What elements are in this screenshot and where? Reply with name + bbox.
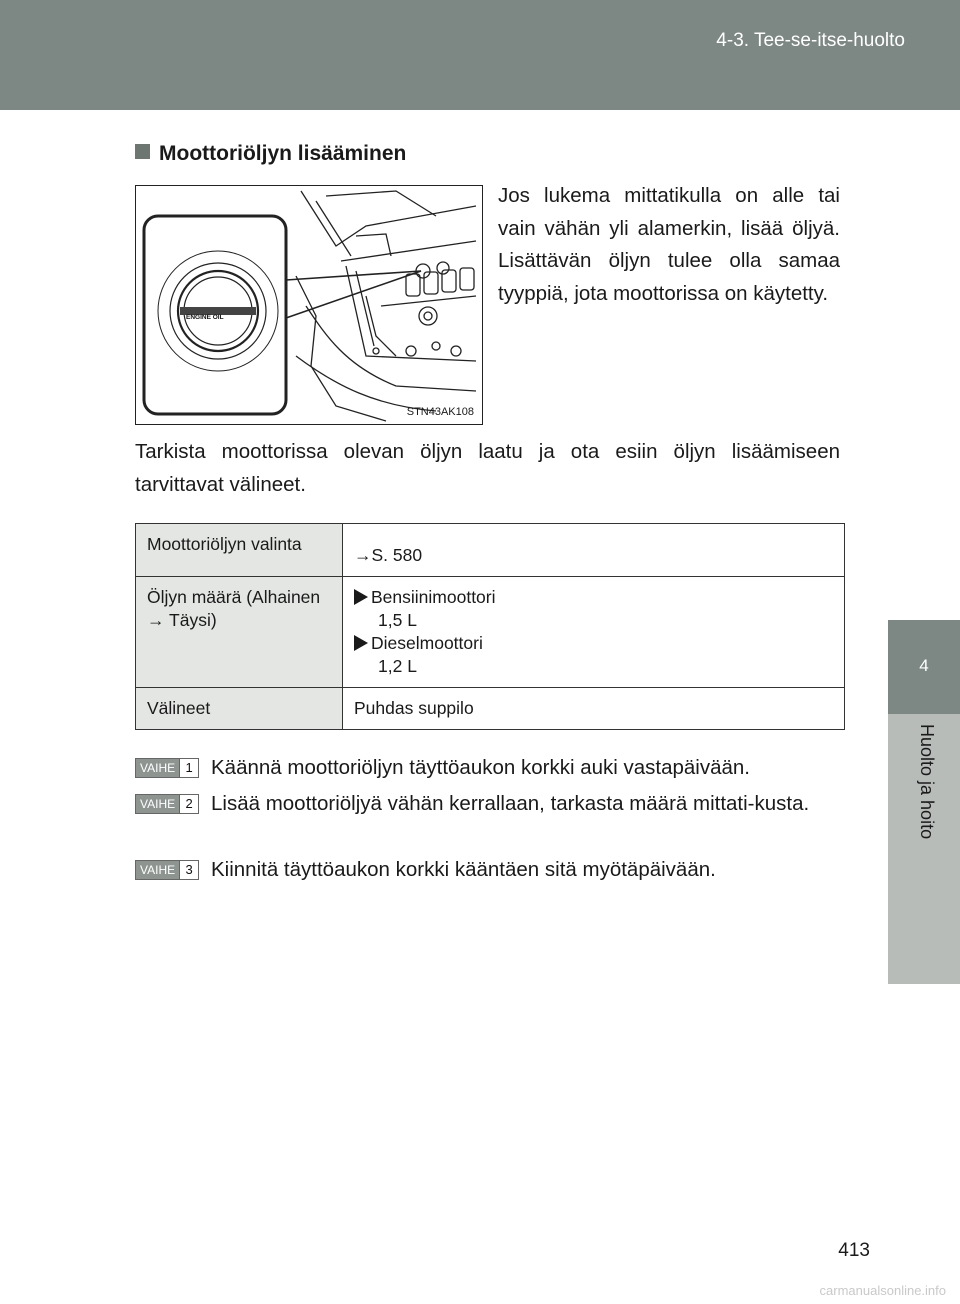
chapter-side-label-area — [888, 714, 960, 984]
table-key-cell: Moottoriöljyn valinta — [136, 524, 343, 577]
triangle-bullet-icon — [354, 589, 368, 605]
oil-spec-table — [135, 523, 845, 730]
step-3 — [135, 854, 840, 887]
engine-bay-illustration — [136, 186, 482, 424]
step-text: Lisää moottoriöljyä vähän kerrallaan, tarkasta määrä mittati-kusta. — [211, 792, 810, 815]
step-2 — [135, 788, 840, 821]
triangle-bullet-icon — [354, 635, 368, 651]
table-key-cell: Välineet — [136, 688, 343, 730]
step-1 — [135, 752, 840, 785]
step-text: Kiinnitä täyttöaukon korkki kääntäen sitä myötäpäivään. — [211, 858, 716, 881]
figure-code: STN43AK108 — [406, 406, 474, 418]
body-paragraph: Tarkista moottorissa olevan öljyn laatu ja ota esiin öljyn lisäämiseen tarvittavat välineet. — [135, 440, 840, 496]
step-text: Käännä moottoriöljyn täyttöaukon korkki auki vastapäivään. — [211, 756, 751, 779]
table-key-cell: Öljyn määrä (Alhainen → Täysi) — [136, 577, 343, 688]
table-row — [136, 577, 845, 688]
step-badge: VAIHE 2 — [135, 794, 199, 814]
page-number: 413 — [838, 1240, 870, 1261]
engine-oil-figure — [135, 185, 483, 425]
header-bar — [0, 0, 960, 110]
cap-label: ENGINE OIL — [186, 314, 224, 321]
intro-text: Jos lukema mittatikulla on alle tai vain vähän yli alamerkin, lisää öljyä. Lisättävän öljyn tulee olla samaa tyyppiä, jota moottorissa on käytetty. — [498, 184, 840, 305]
table-value-cell: →S. 580 — [343, 524, 845, 577]
chapter-number: 4 — [919, 656, 929, 675]
table-row — [136, 688, 845, 730]
step-badge: VAIHE 1 — [135, 758, 199, 778]
arrow-icon: → — [354, 545, 372, 565]
chapter-tab — [888, 620, 960, 714]
section-heading: Moottoriöljyn lisääminen — [135, 142, 406, 166]
table-row — [136, 524, 845, 577]
table-value-cell: Puhdas suppilo — [343, 688, 845, 730]
chapter-label: Huolto ja hoito — [917, 724, 937, 840]
step-badge: VAIHE 3 — [135, 860, 199, 880]
footer-watermark: carmanualsonline.info — [819, 1283, 946, 1298]
table-value-cell: Bensiinimoottori 1,5 L Dieselmoottori 1,2 L — [343, 577, 845, 688]
square-bullet-icon — [135, 144, 150, 159]
section-title: 4-3. Tee-se-itse-huolto — [716, 30, 905, 51]
